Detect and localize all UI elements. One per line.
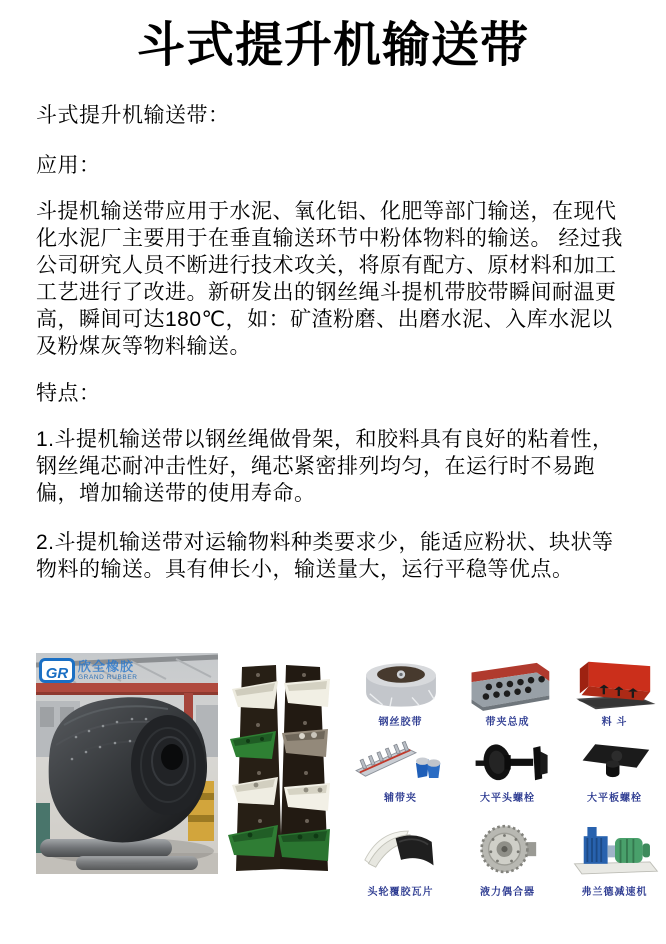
page-title: 斗式提升机输送带 <box>136 19 529 72</box>
product-aux-belt-clamp <box>349 737 452 805</box>
feature-item-2: 2.斗提机输送带对运输物料种类要求少，能适应粉状、块状等物料的输送。具有伸长小，输送量大，运行平稳等优点。 <box>36 531 614 581</box>
application-heading: 应用： <box>36 154 101 177</box>
product-caption: 料 斗 <box>601 717 628 728</box>
product-steel-cord-belt <box>349 653 452 729</box>
head-wheel-rubber-tiles-image <box>349 813 452 887</box>
flat-head-bolt-image <box>456 737 559 793</box>
product-gallery <box>0 653 666 903</box>
intro-line: 斗式提升机输送带： <box>36 104 230 127</box>
product-caption: 钢丝胶带 <box>378 717 423 728</box>
steel-cord-belt-image <box>349 653 452 717</box>
product-belt-clamp-assembly <box>456 653 559 729</box>
product-flender-reducer <box>563 813 666 899</box>
fluid-coupling-image <box>456 813 559 887</box>
product-caption: 带夹总成 <box>485 717 530 728</box>
product-flat-head-bolt <box>456 737 559 805</box>
feature-item-1: 1.斗提机输送带以钢丝绳做骨架，和胶料具有良好的粘着性，钢丝绳芯耐冲击性好，绳芯紧密排列均匀，在运行时不易跑偏，增加输送带的使用寿命。 <box>36 428 614 505</box>
factory-belt-roll-photo <box>36 653 218 874</box>
hopper-image <box>563 653 666 717</box>
belt-clamp-assembly-image <box>456 653 559 717</box>
product-head-wheel-rubber-tiles <box>349 813 452 899</box>
product-document <box>0 14 666 944</box>
elevator-buckets-photo <box>228 661 340 875</box>
company-logo-monogram: GR <box>39 658 75 683</box>
product-fluid-coupling <box>456 813 559 899</box>
flat-plate-bolt-image <box>563 737 666 793</box>
application-paragraph: 斗提机输送带应用于水泥、氧化铝、化肥等部门输送，在现代化水泥厂主要用于在垂直输送环节中粉体物料的输送。 经过我公司研究人员不断进行技术攻关，将原有配方、原材料和加工工艺进行了改进。新研发出的钢丝绳斗提机带胶带瞬间耐温更高，瞬间可达180℃，如：矿渣粉磨、出磨水泥、入库水泥以及粉煤灰等物料输送。 <box>36 200 623 358</box>
product-hopper <box>563 653 666 729</box>
product-caption: 弗兰德减速机 <box>581 887 648 898</box>
features-heading: 特点： <box>36 382 101 405</box>
company-name-cn: 欣全橡胶 <box>78 659 135 674</box>
product-flat-plate-bolt <box>563 737 666 805</box>
factory-scene-graphic <box>36 653 218 874</box>
product-caption: 液力偶合器 <box>480 887 535 898</box>
flender-reducer-image <box>563 813 666 887</box>
product-grid <box>349 653 666 899</box>
company-name-en: GRAND RUBBER <box>78 674 138 681</box>
document-body <box>0 102 666 583</box>
buckets-board-graphic <box>228 661 340 875</box>
company-logo <box>39 658 138 683</box>
product-caption: 大平头螺栓 <box>480 793 535 804</box>
product-caption: 大平板螺栓 <box>587 793 642 804</box>
aux-belt-clamp-image <box>349 735 452 793</box>
product-caption: 头轮覆胶瓦片 <box>367 887 434 898</box>
product-caption: 辅带夹 <box>384 793 417 804</box>
